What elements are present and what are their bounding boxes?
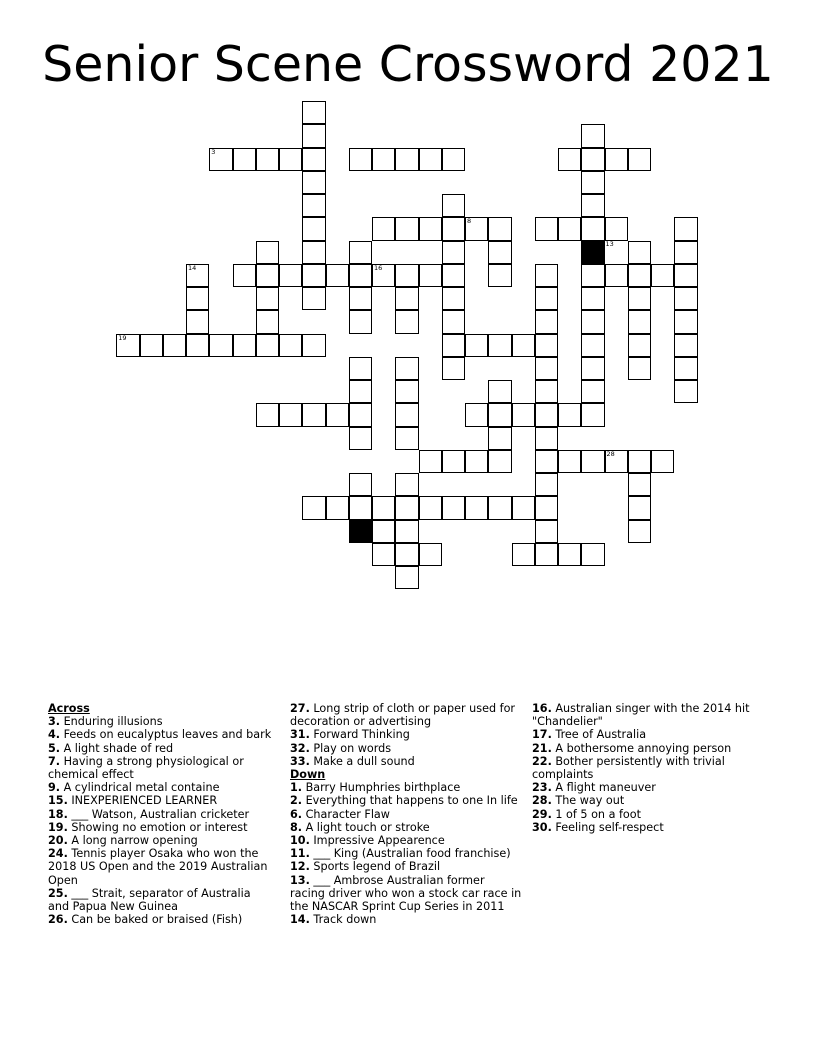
clue-number-label: 17. <box>532 728 552 742</box>
clue-text: A light shade of red <box>60 741 174 755</box>
grid-cell[interactable] <box>674 380 697 403</box>
clue-text: Make a dull sound <box>309 754 415 768</box>
clue-text: Impressive Appearence <box>309 834 445 848</box>
grid-cell[interactable] <box>302 194 325 217</box>
grid-cell[interactable] <box>488 264 511 287</box>
grid-cell[interactable] <box>442 264 465 287</box>
grid-cell[interactable] <box>628 473 651 496</box>
grid-cell[interactable] <box>372 520 395 543</box>
grid-cell[interactable] <box>628 310 651 333</box>
grid-cell[interactable] <box>395 357 418 380</box>
grid-cell[interactable] <box>581 194 604 217</box>
grid-cell[interactable] <box>395 496 418 519</box>
grid-cell[interactable] <box>581 287 604 310</box>
clue-text: Can be baked or braised (Fish) <box>67 913 243 927</box>
clue-number-label: 2. <box>290 794 303 808</box>
grid-cell[interactable] <box>349 310 372 333</box>
clue-text: A long narrow opening <box>67 834 198 848</box>
grid-cell[interactable] <box>674 264 697 287</box>
grid-cell[interactable] <box>465 217 488 240</box>
grid-cell[interactable] <box>233 264 256 287</box>
clue-number-label: 6. <box>290 807 303 821</box>
clue-text: A flight maneuver <box>551 781 656 795</box>
clue-text: Character Flaw <box>302 807 390 821</box>
clue-item <box>290 781 522 794</box>
clue-text: INEXPERIENCED LEARNER <box>67 794 218 808</box>
down-clue-list-continued <box>532 702 757 834</box>
clue-text: A cylindrical metal containe <box>60 781 220 795</box>
grid-cell[interactable] <box>558 403 581 426</box>
clue-number-label: 8. <box>290 820 303 834</box>
clue-item <box>532 742 757 755</box>
clue-text: ___ King (Australian food franchise) <box>309 847 511 861</box>
clue-item <box>48 755 273 781</box>
grid-cell[interactable] <box>628 148 651 171</box>
clue-item <box>290 794 522 807</box>
grid-cell[interactable] <box>140 334 163 357</box>
clue-number-label: 16. <box>532 702 552 715</box>
clue-number: 13 <box>605 239 614 248</box>
grid-cell[interactable] <box>326 403 349 426</box>
clue-item <box>290 847 522 860</box>
grid-cell[interactable] <box>116 334 139 357</box>
grid-cell[interactable] <box>628 287 651 310</box>
grid-cell[interactable] <box>233 334 256 357</box>
grid-cell[interactable] <box>395 217 418 240</box>
grid-cell[interactable] <box>395 543 418 566</box>
grid-cell[interactable] <box>256 334 279 357</box>
grid-cell[interactable] <box>674 217 697 240</box>
grid-cell[interactable] <box>349 380 372 403</box>
grid-cell[interactable] <box>628 520 651 543</box>
grid-cell[interactable] <box>674 287 697 310</box>
grid-cell[interactable] <box>674 357 697 380</box>
clue-number-label: 22. <box>532 754 552 768</box>
clue-text: ___ Watson, Australian cricketer <box>67 807 250 821</box>
grid-cell[interactable] <box>488 403 511 426</box>
clue-text: Enduring illusions <box>60 715 163 729</box>
grid-cell[interactable] <box>628 357 651 380</box>
clue-number-label: 25. <box>48 886 68 900</box>
clues-column-1 <box>48 702 273 926</box>
clue-number-label: 12. <box>290 860 310 874</box>
clue-text: A light touch or stroke <box>302 820 430 834</box>
clue-item <box>48 715 273 728</box>
grid-cell[interactable] <box>535 357 558 380</box>
clue-number-label: 4. <box>48 728 61 742</box>
clue-number-label: 1. <box>290 781 303 795</box>
clue-number-label: 24. <box>48 847 68 861</box>
grid-cell[interactable] <box>279 148 302 171</box>
clue-number-label: 10. <box>290 834 310 848</box>
grid-cell[interactable] <box>419 148 442 171</box>
across-clue-list <box>48 715 273 926</box>
grid-cell[interactable] <box>581 450 604 473</box>
grid-cell[interactable] <box>535 520 558 543</box>
grid-cell[interactable] <box>442 241 465 264</box>
grid-cell[interactable] <box>581 148 604 171</box>
grid-cell[interactable] <box>349 357 372 380</box>
grid-cell[interactable] <box>535 496 558 519</box>
grid-cell[interactable] <box>256 264 279 287</box>
clue-item <box>290 742 522 755</box>
page-title: Senior Scene Crossword 2021 <box>42 36 774 93</box>
grid-cell[interactable] <box>581 124 604 147</box>
clue-item <box>290 755 522 768</box>
clue-number-label: 21. <box>532 741 552 755</box>
clue-number-label: 23. <box>532 781 552 795</box>
grid-cell[interactable] <box>581 217 604 240</box>
grid-cell[interactable] <box>674 241 697 264</box>
grid-cell[interactable] <box>256 241 279 264</box>
grid-cell[interactable] <box>419 450 442 473</box>
grid-cell[interactable] <box>581 171 604 194</box>
grid-cell[interactable] <box>349 403 372 426</box>
grid-cell[interactable] <box>256 403 279 426</box>
grid-cell[interactable] <box>628 241 651 264</box>
grid-cell[interactable] <box>535 287 558 310</box>
grid-cell[interactable] <box>581 264 604 287</box>
grid-cell[interactable] <box>488 380 511 403</box>
grid-cell[interactable] <box>581 543 604 566</box>
clue-text: The way out <box>551 794 625 808</box>
clue-item <box>48 913 273 926</box>
down-header: Down <box>290 768 326 782</box>
grid-cell[interactable] <box>349 264 372 287</box>
grid-cell[interactable] <box>442 310 465 333</box>
clue-item <box>48 887 273 913</box>
grid-cell[interactable] <box>581 334 604 357</box>
clue-number: 19 <box>118 333 127 342</box>
grid-cell[interactable] <box>256 148 279 171</box>
grid-cell[interactable] <box>395 148 418 171</box>
clue-number-label: 33. <box>290 754 310 768</box>
clue-number-label: 29. <box>532 807 552 821</box>
clue-number-label: 14. <box>290 913 310 927</box>
grid-cell[interactable] <box>419 496 442 519</box>
grid-cell[interactable] <box>279 403 302 426</box>
clue-item <box>290 913 522 926</box>
clue-number-label: 20. <box>48 834 68 848</box>
grid-cell[interactable] <box>372 264 395 287</box>
grid-cell[interactable] <box>256 287 279 310</box>
grid-cell[interactable] <box>651 450 674 473</box>
clue-text: Barry Humphries birthplace <box>302 781 461 795</box>
grid-cell[interactable] <box>512 496 535 519</box>
clue-item <box>48 808 273 821</box>
clue-item <box>48 847 273 887</box>
grid-cell[interactable] <box>558 217 581 240</box>
grid-cell[interactable] <box>605 148 628 171</box>
grid-cell[interactable] <box>535 403 558 426</box>
grid-cell[interactable] <box>605 450 628 473</box>
clue-text: Everything that happens to one In life <box>302 794 518 808</box>
clue-item <box>532 794 757 807</box>
clue-text: Having a strong physiological or chemical effect <box>48 754 244 782</box>
grid-cell[interactable] <box>279 264 302 287</box>
clue-number: 14 <box>188 263 197 272</box>
grid-cell[interactable] <box>465 450 488 473</box>
grid-cell[interactable] <box>581 310 604 333</box>
grid-cell[interactable] <box>558 543 581 566</box>
down-clue-list <box>290 781 522 926</box>
grid-cell[interactable] <box>349 148 372 171</box>
grid-cell[interactable] <box>256 310 279 333</box>
grid-cell[interactable] <box>442 450 465 473</box>
clue-text: Forward Thinking <box>309 728 410 742</box>
grid-cell[interactable] <box>628 334 651 357</box>
grid-cell[interactable] <box>581 357 604 380</box>
clue-text: 1 of 5 on a foot <box>551 807 641 821</box>
grid-cell[interactable] <box>302 124 325 147</box>
grid-cell[interactable] <box>674 310 697 333</box>
clue-text: Tennis player Osaka who won the 2018 US Open and the 2019 Australian Open <box>48 847 268 887</box>
grid-cell[interactable] <box>326 496 349 519</box>
grid-cell[interactable] <box>442 287 465 310</box>
grid-cell[interactable] <box>302 264 325 287</box>
clue-number-label: 30. <box>532 820 552 834</box>
clue-item <box>532 755 757 781</box>
clue-item <box>290 702 522 728</box>
grid-cell[interactable] <box>302 217 325 240</box>
grid-cell[interactable] <box>326 264 349 287</box>
clues-column-2 <box>290 702 522 926</box>
grid-cell[interactable] <box>535 310 558 333</box>
clue-text: Feeling self-respect <box>551 820 664 834</box>
grid-cell[interactable] <box>535 334 558 357</box>
clue-item <box>290 821 522 834</box>
grid-cell[interactable] <box>535 427 558 450</box>
clue-item <box>290 728 522 741</box>
grid-cell[interactable] <box>442 357 465 380</box>
grid-cell[interactable] <box>302 287 325 310</box>
grid-cell[interactable] <box>605 217 628 240</box>
clue-item <box>290 874 522 914</box>
clue-item <box>48 794 273 807</box>
clue-item <box>532 808 757 821</box>
grid-cell[interactable] <box>209 148 232 171</box>
grid-cell[interactable] <box>488 450 511 473</box>
grid-cell[interactable] <box>419 264 442 287</box>
clue-text: Long strip of cloth or paper used for decoration or advertising <box>290 702 516 729</box>
clue-item <box>48 834 273 847</box>
grid-cell[interactable] <box>442 334 465 357</box>
grid-cell[interactable] <box>442 217 465 240</box>
grid-cell[interactable] <box>512 543 535 566</box>
clue-number-label: 18. <box>48 807 68 821</box>
clue-number-label: 26. <box>48 913 68 927</box>
grid-cell[interactable] <box>349 287 372 310</box>
grid-cell[interactable] <box>535 450 558 473</box>
grid-cell[interactable] <box>395 403 418 426</box>
clue-text: Play on words <box>309 741 392 755</box>
grid-cell[interactable] <box>302 496 325 519</box>
grid-cell[interactable] <box>302 403 325 426</box>
grid-cell[interactable] <box>302 241 325 264</box>
clue-item <box>48 821 273 834</box>
grid-cell[interactable] <box>302 171 325 194</box>
grid-cell[interactable] <box>209 334 232 357</box>
clue-number-label: 15. <box>48 794 68 808</box>
clue-text: A bothersome annoying person <box>551 741 732 755</box>
clue-item <box>532 728 757 741</box>
clue-number: 8 <box>467 217 472 226</box>
grid-cell[interactable] <box>279 334 302 357</box>
grid-cell[interactable] <box>465 403 488 426</box>
clue-text: Bother persistently with trivial complaints <box>532 754 725 782</box>
grid-cell[interactable] <box>419 217 442 240</box>
across-header: Across <box>48 702 90 715</box>
clue-number-label: 19. <box>48 820 68 834</box>
grid-cell[interactable] <box>395 520 418 543</box>
clue-text: Showing no emotion or interest <box>67 820 248 834</box>
grid-cell[interactable] <box>302 148 325 171</box>
grid-cell[interactable] <box>674 334 697 357</box>
grid-cell[interactable] <box>628 450 651 473</box>
clue-item <box>48 742 273 755</box>
clue-item <box>290 860 522 873</box>
clue-number: 16 <box>374 263 383 272</box>
grid-cell[interactable] <box>465 496 488 519</box>
clue-item <box>532 821 757 834</box>
grid-cell[interactable] <box>535 264 558 287</box>
clue-number-label: 13. <box>290 873 310 887</box>
grid-cell[interactable] <box>535 217 558 240</box>
clue-number-label: 3. <box>48 715 61 729</box>
clue-number-label: 27. <box>290 702 310 715</box>
clue-text: ___ Ambrose Australian former racing driver who won a stock car race in the NASCAR Sprint Cup Series in 2011 <box>290 873 522 914</box>
grid-cell[interactable] <box>535 543 558 566</box>
grid-cell[interactable] <box>512 334 535 357</box>
grid-cell[interactable] <box>349 427 372 450</box>
clue-item <box>532 781 757 794</box>
clue-text: ___ Strait, separator of Australia and Papua New Guinea <box>48 886 251 914</box>
grid-cell[interactable] <box>233 148 256 171</box>
clue-text: Australian singer with the 2014 hit "Chandelier" <box>532 702 750 729</box>
grid-cell[interactable] <box>605 264 628 287</box>
clue-text: Track down <box>309 913 377 927</box>
grid-cell[interactable] <box>488 496 511 519</box>
grid-cell[interactable] <box>488 427 511 450</box>
grid-cell[interactable] <box>558 148 581 171</box>
grid-cell[interactable] <box>372 217 395 240</box>
grid-cell[interactable] <box>186 287 209 310</box>
grid-cell[interactable] <box>442 148 465 171</box>
clues-column-3 <box>532 702 757 834</box>
clue-number-label: 28. <box>532 794 552 808</box>
grid-cell[interactable] <box>395 310 418 333</box>
grid-cell[interactable] <box>395 287 418 310</box>
grid-cell[interactable] <box>163 334 186 357</box>
grid-cell[interactable] <box>535 380 558 403</box>
grid-cell[interactable] <box>395 380 418 403</box>
grid-cell[interactable] <box>535 473 558 496</box>
clue-number: 28 <box>606 449 615 458</box>
clue-number-label: 11. <box>290 847 310 861</box>
grid-cell[interactable] <box>395 473 418 496</box>
grid-cell[interactable] <box>372 543 395 566</box>
grid-cell[interactable] <box>349 241 372 264</box>
grid-cell[interactable] <box>395 427 418 450</box>
grid-cell[interactable] <box>442 496 465 519</box>
grid-cell[interactable] <box>302 334 325 357</box>
across-clue-list-continued <box>290 702 522 768</box>
clue-item <box>48 781 273 794</box>
clue-item <box>48 728 273 741</box>
grid-cell[interactable] <box>395 264 418 287</box>
clue-item <box>290 834 522 847</box>
black-square <box>349 520 372 543</box>
grid-cell[interactable] <box>372 148 395 171</box>
clue-item <box>532 702 757 728</box>
clue-text: Sports legend of Brazil <box>309 860 441 874</box>
grid-cell[interactable] <box>581 380 604 403</box>
grid-cell[interactable] <box>186 264 209 287</box>
clue-item <box>290 808 522 821</box>
grid-cell[interactable] <box>628 264 651 287</box>
clue-number-label: 7. <box>48 754 61 768</box>
grid-cell[interactable] <box>488 217 511 240</box>
grid-cell[interactable] <box>442 194 465 217</box>
grid-cell[interactable] <box>488 241 511 264</box>
grid-cell[interactable] <box>349 496 372 519</box>
grid-cell[interactable] <box>372 496 395 519</box>
clue-number-label: 9. <box>48 781 61 795</box>
grid-cell[interactable] <box>628 496 651 519</box>
clue-number-label: 32. <box>290 741 310 755</box>
grid-cell[interactable] <box>581 403 604 426</box>
grid-cell[interactable] <box>465 334 488 357</box>
grid-cell[interactable] <box>186 334 209 357</box>
black-square <box>581 241 604 264</box>
clue-number: 3 <box>211 147 216 156</box>
grid-cell[interactable] <box>651 264 674 287</box>
grid-cell[interactable] <box>558 450 581 473</box>
clue-number-label: 5. <box>48 741 61 755</box>
clue-text: Tree of Australia <box>551 728 647 742</box>
grid-cell[interactable] <box>488 334 511 357</box>
grid-cell[interactable] <box>302 101 325 124</box>
grid-cell[interactable] <box>395 566 418 589</box>
clue-number-label: 31. <box>290 728 310 742</box>
grid-cell[interactable] <box>349 473 372 496</box>
grid-cell[interactable] <box>419 543 442 566</box>
clue-text: Feeds on eucalyptus leaves and bark <box>60 728 272 742</box>
grid-cell[interactable] <box>512 403 535 426</box>
grid-cell[interactable] <box>186 310 209 333</box>
